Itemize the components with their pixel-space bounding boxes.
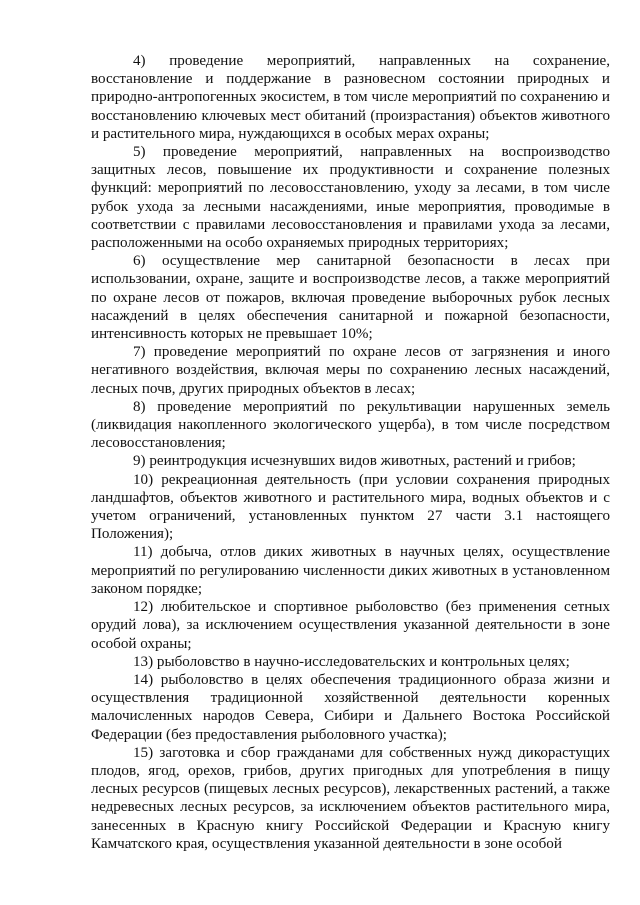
- list-item-7: 7) проведение мероприятий по охране лесов от загрязнения и иного негативного воздействия, включая меры по сохранению лесных насаждений, лесных почв, других природных объектов в лесах;: [91, 344, 610, 397]
- list-item-14: 14) рыболовство в целях обеспечения традиционного образа жизни и осуществления традиционной хозяйственной деятельности коренных малочисленных народов Севера, Сибири и Дальнего Востока Российской Федерации (без предоставления рыболовного участка);: [91, 671, 610, 743]
- list-item-12: 12) любительское и спортивное рыболовство (без применения сетных орудий лова), за исключением осуществления указанной деятельности в зоне особой охраны;: [91, 599, 610, 652]
- list-item-13: 13) рыболовство в научно-исследовательских и контрольных целях;: [133, 653, 570, 670]
- list-item-5: 5) проведение мероприятий, направленных на воспроизводство защитных лесов, повышение их продуктивности и сохранение полезных функций: мероприятий по лесовосстановлению, уходу за лесами, в том числе рубок ухода за лесными насаждениями, иные мероприятия, проводимые в соответствии с правилами лесовосстановления и правилами ухода за лесами, расположенными на особо охраняемых природных территориях;: [91, 144, 610, 252]
- list-item-11: 11) добыча, отлов диких животных в научных целях, осуществление мероприятий по регулированию численности диких животных в установленном законом порядке;: [91, 544, 610, 597]
- list-item-10: 10) рекреационная деятельность (при условии сохранения природных ландшафтов, объектов животного и растительного мира, водных объектов и с учетом ограничений, установленных пунктом 27 части 3.1 настоящего Положения);: [91, 471, 610, 543]
- list-item-6: 6) осуществление мер санитарной безопасности в лесах при использовании, охране, защите и воспроизводстве лесов, а также мероприятий по охране лесов от пожаров, включая проведение выборочных рубок лесных насаждений в целях обеспечения санитарной и пожарной безопасности, интенсивность которых не превышает 10%;: [91, 253, 610, 343]
- list-item-4: 4) проведение мероприятий, направленных на сохранение, восстановление и поддержание в разновесном состоянии природных и природно-антропогенных экосистем, в том числе мероприятий по сохранению и восстановлению ключевых мест обитаний (произрастания) объектов животного и растительного мира, нуждающихся в особых мерах охраны;: [91, 53, 610, 142]
- list-item-15: 15) заготовка и сбор гражданами для собственных нужд дикорастущих плодов, ягод, орехов, грибов, других пригодных для употребления в пищу лесных ресурсов (пищевых лесных ресурсов), лекарственных растений, а также недревесных лесных ресурсов, за исключением объектов растительного мира, занесенных в Красную книгу Российской Федерации и Красную книгу Камчатского края, осуществления указанной деятельности в зоне особой: [91, 744, 610, 852]
- list-item-9: 9) реинтродукция исчезнувших видов животных, растений и грибов;: [133, 453, 576, 470]
- list-item-8: 8) проведение мероприятий по рекультивации нарушенных земель (ликвидация накопленного экологического ущерба), в том числе посредством лесовосстановления;: [91, 398, 610, 452]
